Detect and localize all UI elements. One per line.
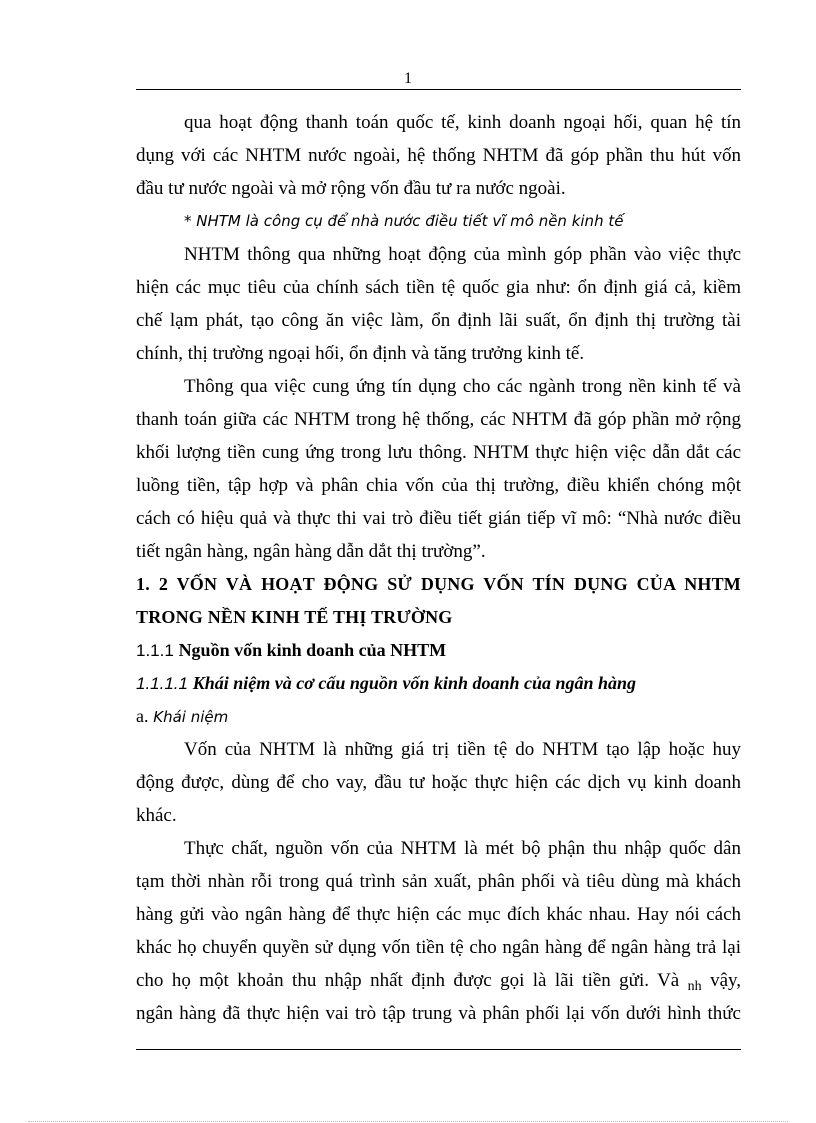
paragraph-line: khác họ chuyển quyền sử dụng vốn tiền tệ cho ngân hàng để ngân hàng trả lại [136, 937, 741, 958]
paragraph-line: Thông qua việc cung ứng tín dụng cho các ngành trong nền kinh tế và [184, 376, 741, 397]
header-rule [136, 89, 741, 90]
paragraph-line: chính, thị trường ngoại hối, ổn định và tăng trưởng kinh tế. [136, 343, 585, 364]
paragraph-line: hiện các mục tiêu của chính sách tiền tệ quốc gia như: ổn định giá cả, kiềm [136, 277, 741, 298]
section-heading: TRONG NỀN KINH TẾ THỊ TRƯỜNG [136, 607, 453, 627]
document-body [136, 106, 741, 1030]
paragraph-line: qua hoạt động thanh toán quốc tế, kinh doanh ngoại hối, quan hệ tín [184, 112, 741, 133]
item-label: a. [136, 706, 149, 726]
paragraph-line: luồng tiền, tập hợp và phân chia vốn của thị trường, điều khiển chóng một [136, 475, 741, 496]
paragraph-line: đầu tư nước ngoài và mở rộng vốn đầu tư ra nước ngoài. [136, 178, 566, 199]
item-heading [136, 700, 741, 733]
subsubsection-number: 1.1.1.1 [136, 674, 188, 693]
subsubsection-heading [136, 667, 741, 700]
subsection-number: 1.1.1 [136, 641, 174, 660]
paragraph-line: thanh toán giữa các NHTM trong hệ thống, các NHTM đã góp phần mở rộng [136, 409, 741, 430]
paragraph-line [136, 964, 741, 997]
section-heading: 1. 2 VỐN VÀ HOẠT ĐỘNG SỬ DỤNG VỐN TÍN DỤNG CỦA NHTM [136, 574, 741, 594]
item-title: Khái niệm [153, 708, 229, 726]
paragraph-line: cách có hiệu quả và thực thi vai trò điều tiết gián tiếp vĩ mô: “Nhà nước điều [136, 508, 741, 529]
paragraph-line: dụng với các NHTM nước ngoài, hệ thống NHTM đã góp phần thu hút vốn [136, 145, 741, 166]
page-number: 1 [404, 70, 412, 87]
paragraph-line: khối lượng tiền cung ứng trong lưu thông. NHTM thực hiện việc dẫn dắt các [136, 442, 741, 463]
paragraph-line: Vốn của NHTM là những giá trị tiền tệ do NHTM tạo lập hoặc huy [184, 739, 741, 760]
line-fragment: nh [687, 979, 702, 994]
paragraph-line: tiết ngân hàng, ngân hàng dẫn dắt thị trường”. [136, 541, 486, 562]
note-line: * NHTM là công cụ để nhà nước điều tiết vĩ mô nền kinh tế [184, 212, 624, 230]
paragraph-line: Thực chất, nguồn vốn của NHTM là mét bộ phận thu nhập quốc dân [184, 838, 741, 859]
paragraph-line: tạm thời nhàn rỗi trong quá trình sản xuất, phân phối và tiêu dùng mà khách [136, 871, 741, 892]
line-text: cho họ một khoản thu nhập nhất định được gọi là lãi tiền gửi. Và [136, 970, 680, 991]
paragraph-line: chế lạm phát, tạo công ăn việc làm, ổn định lãi suất, ổn định thị trường tài [136, 310, 741, 331]
subsection-heading [136, 634, 741, 667]
paragraph-line: NHTM thông qua những hoạt động của mình góp phần vào việc thực [184, 244, 741, 265]
footer-rule [136, 1049, 741, 1050]
paragraph-line: khác. [136, 805, 177, 826]
page-edge-divider [28, 1121, 788, 1122]
paragraph-line: ngân hàng đã thực hiện vai trò tập trung và phân phối lại vốn dưới hình thức [136, 1003, 741, 1024]
paragraph-line: động được, dùng để cho vay, đầu tư hoặc thực hiện các dịch vụ kinh doanh [136, 772, 741, 793]
line-text: vậy, [710, 970, 741, 991]
subsubsection-title: Khái niệm và cơ cấu nguồn vốn kinh doanh của ngân hàng [192, 673, 637, 693]
subsection-title: Nguồn vốn kinh doanh của NHTM [178, 640, 447, 660]
paragraph-line: hàng gửi vào ngân hàng để thực hiện các mục đích khác nhau. Hay nói cách [136, 904, 741, 925]
